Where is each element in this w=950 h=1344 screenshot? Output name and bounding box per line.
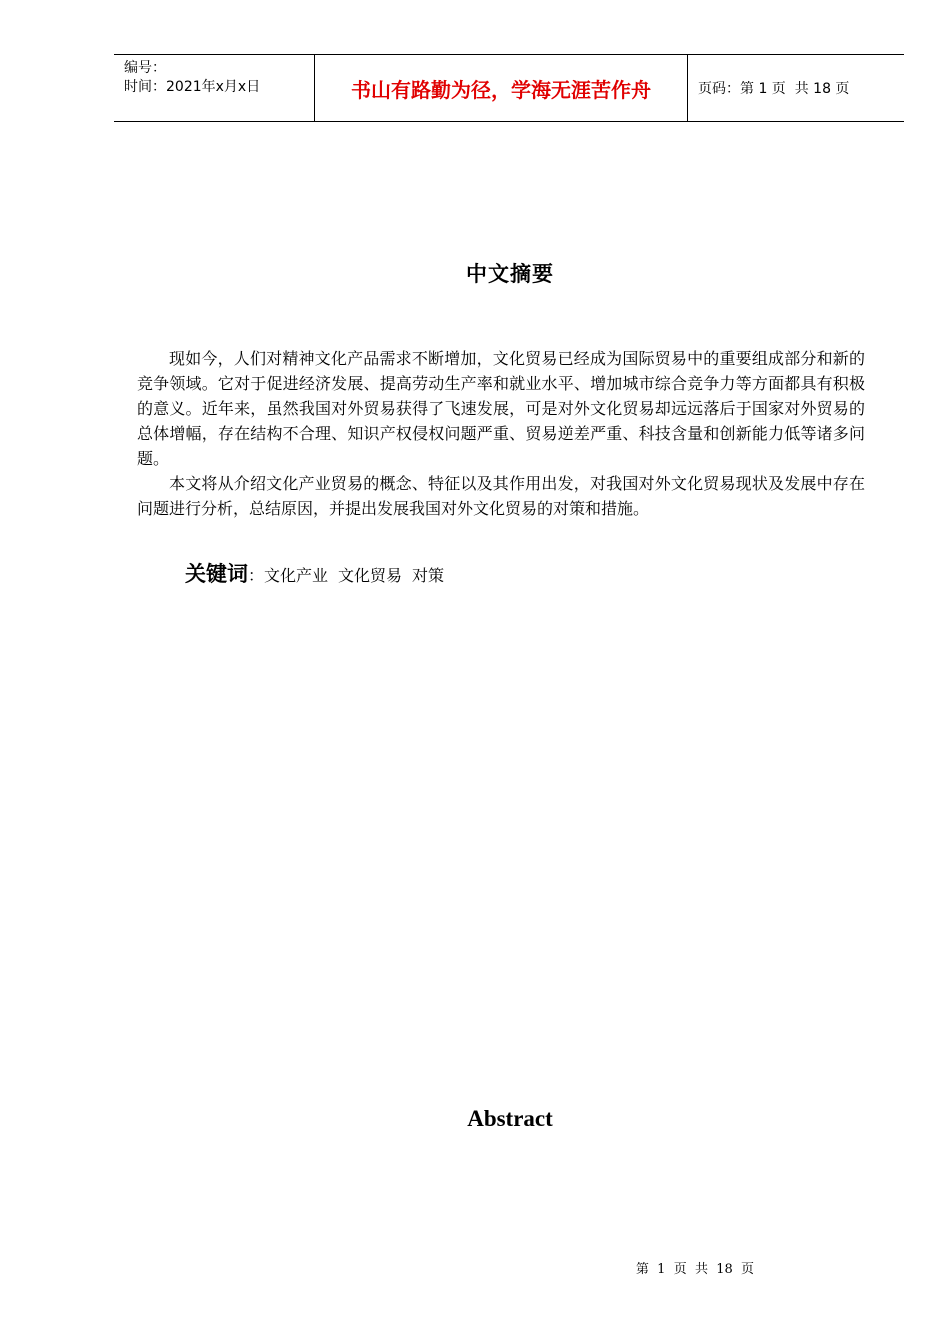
- cn-abstract-body: [137, 346, 865, 521]
- cn-abstract-title: 中文摘要: [466, 261, 554, 286]
- keywords-line: [185, 558, 454, 588]
- keyword: 对策: [412, 566, 445, 585]
- document-time-label: 时间：2021年x月x日: [124, 79, 261, 95]
- document-number-label: 编号：: [124, 60, 166, 76]
- keywords-label: 关键词: [185, 562, 248, 586]
- keywords-colon: ：: [248, 566, 265, 585]
- header-motto: 书山有路勤为径，学海无涯苦作舟: [351, 77, 651, 102]
- header-motto-cell: [315, 55, 688, 121]
- header-page-cell: [688, 55, 904, 121]
- cn-abstract-paragraph: 本文将从介绍文化产业贸易的概念、特征以及其作用出发，对我国对外文化贸易现状及发展中存在问题进行分析，总结原因，并提出发展我国对外文化贸易的对策和措施。: [137, 474, 865, 518]
- page-footer: 第 1 页 共 18 页: [635, 1262, 755, 1277]
- cn-abstract-paragraph: 现如今，人们对精神文化产品需求不断增加，文化贸易已经成为国际贸易中的重要组成部分和新的竞争领域。它对于促进经济发展、提高劳动生产率和就业水平、增加城市综合竞争力等方面都具有积极的意义。近年来，虽然我国对外贸易获得了飞速发展，可是对外文化贸易却远远落后于国家对外贸易的总体增幅，存在结构不合理、知识产权侵权问题严重、贸易逆差严重、科技含量和创新能力低等诸多问题。: [137, 349, 865, 468]
- en-abstract-title: Abstract: [467, 1106, 553, 1131]
- keyword: 文化贸易: [338, 566, 403, 585]
- header-page-info: 页码：第 1 页 共 18 页: [698, 81, 850, 97]
- header-meta-cell: [114, 55, 315, 121]
- keyword: 文化产业: [264, 566, 329, 585]
- document-header: [114, 54, 904, 122]
